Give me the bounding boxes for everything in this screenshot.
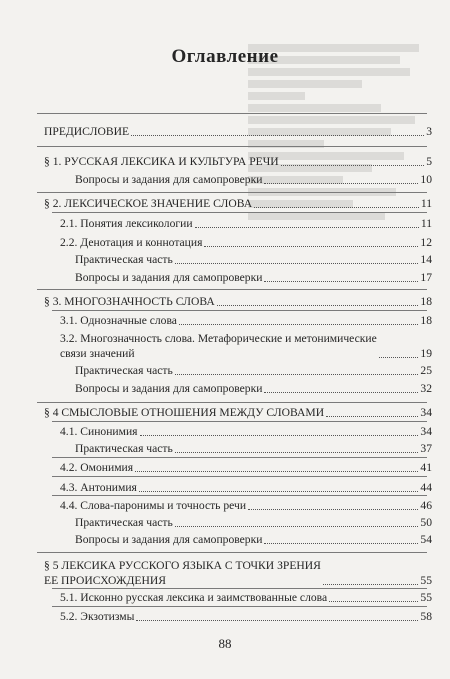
leader-dots [248,509,418,510]
toc-entry-2-1[interactable] [60,216,432,231]
leader-dots [281,165,425,166]
section-divider [37,146,427,147]
leader-dots [136,620,418,621]
toc-entry-practice[interactable] [75,363,432,378]
toc-entry-title: 4.3. Антонимия [60,481,137,494]
leader-dots [329,601,418,602]
toc-entry-practice[interactable] [75,252,432,267]
subsection-divider [52,310,427,311]
toc-entry-page: 19 [420,347,432,360]
toc-entry-page: 5 [426,155,432,168]
toc-entry-page: 46 [420,499,432,512]
leader-dots [175,263,419,264]
toc-entry-section-2[interactable] [44,196,432,211]
section-divider [37,552,427,553]
leader-dots [254,207,419,208]
toc-entry-title: Вопросы и задания для самопроверки [75,533,263,546]
toc-entry-page: 18 [420,314,432,327]
section-divider [37,192,427,193]
leader-dots [175,374,419,375]
toc-entry-4-2[interactable] [60,460,432,475]
leader-dots [217,305,419,306]
toc-entry-4-4[interactable] [60,498,432,513]
toc-entry-title-line2: ЕЕ ПРОИСХОЖДЕНИЯ [44,574,166,587]
toc-entry-4-1[interactable] [60,424,432,439]
toc-entry-title: § 4 СМЫСЛОВЫЕ ОТНОШЕНИЯ МЕЖДУ СЛОВАМИ [44,406,325,419]
leader-dots [140,435,419,436]
toc-entry-title: § 3. МНОГОЗНАЧНОСТЬ СЛОВА [44,295,215,308]
toc-entry-2-2[interactable] [60,235,432,250]
toc-entry-section-5[interactable] [44,558,432,588]
toc-entry-title-line2: связи значений [60,347,135,360]
leader-dots [264,543,418,544]
toc-entry-selfcheck[interactable] [75,532,432,547]
toc-entry-section-3[interactable] [44,294,432,309]
toc-entry-page: 54 [420,533,432,546]
toc-entry-3-2[interactable] [60,331,432,361]
toc-entry-title: Практическая часть [75,516,173,529]
toc-entry-page: 10 [420,173,432,186]
toc-entry-title-line1: 3.2. Многозначность слова. Метафорические и метонимические [60,332,377,345]
page-title: Оглавление [171,46,279,67]
subsection-divider [52,212,427,213]
toc-entry-title: 2.2. Денотация и коннотация [60,236,203,249]
leader-dots [264,392,418,393]
toc-entry-title: Вопросы и задания для самопроверки [75,271,263,284]
leader-dots [204,246,418,247]
toc-entry-section-4[interactable] [44,405,432,420]
toc-entry-title: 5.1. Исконно русская лексика и заимствованные слова [60,591,328,604]
leader-dots [139,491,419,492]
leader-dots [323,584,419,585]
toc-entry-practice[interactable] [75,515,432,530]
toc-entry-title: ПРЕДИСЛОВИЕ [44,125,130,138]
toc-entry-selfcheck[interactable] [75,381,432,396]
toc-entry-page: 25 [420,364,432,377]
toc-entry-practice[interactable] [75,441,432,456]
toc-entry-title: Вопросы и задания для самопроверки [75,382,263,395]
toc-entry-title: 4.4. Слова-паронимы и точность речи [60,499,247,512]
toc-entry-page: 34 [420,425,432,438]
leader-dots [195,227,419,228]
section-divider [37,113,427,114]
toc-entry-5-2[interactable] [60,609,432,624]
toc-entry-page: 41 [420,461,432,474]
toc-entry-page: 55 [420,574,432,587]
toc-entry-5-1[interactable] [60,590,432,605]
toc-entry-page: 11 [420,217,432,230]
toc-entry-title: Практическая часть [75,364,173,377]
subsection-divider [52,495,427,496]
toc-entry-section-1[interactable] [44,154,432,169]
toc-entry-page: 17 [420,271,432,284]
toc-entry-page: 55 [420,591,432,604]
toc-entry-title: 5.2. Экзотизмы [60,610,135,623]
toc-entry-title-line1: § 5 ЛЕКСИКА РУССКОГО ЯЗЫКА С ТОЧКИ ЗРЕНИЯ [44,559,321,572]
toc-entry-page: 58 [420,610,432,623]
toc-entry-page: 14 [420,253,432,266]
toc-entry-selfcheck[interactable] [75,270,432,285]
toc-entry-page: 44 [420,481,432,494]
toc-entry-page: 18 [420,295,432,308]
section-divider [37,402,427,403]
toc-entry-page: 50 [420,516,432,529]
toc-entry-title: Практическая часть [75,442,173,455]
leader-dots [379,357,419,358]
leader-dots [175,452,419,453]
page-number: 88 [218,636,232,651]
toc-entry-page: 32 [420,382,432,395]
toc-entry-title: Практическая часть [75,253,173,266]
toc-entry-title: 4.1. Синонимия [60,425,138,438]
toc-entry-3-1[interactable] [60,313,432,328]
subsection-divider [52,476,427,477]
toc-entry-title: § 2. ЛЕКСИЧЕСКОЕ ЗНАЧЕНИЕ СЛОВА [44,197,253,210]
toc-entry-title: 2.1. Понятия лексикологии [60,217,193,230]
toc-entry-4-3[interactable] [60,480,432,495]
toc-entry-page: 37 [420,442,432,455]
section-divider [37,289,427,290]
leader-dots [135,471,418,472]
leader-dots [264,281,418,282]
subsection-divider [52,588,427,589]
toc-entry-title: 4.2. Омонимия [60,461,134,474]
toc-entry-page: 12 [420,236,432,249]
toc-entry-title: § 1. РУССКАЯ ЛЕКСИКА И КУЛЬТУРА РЕЧИ [44,155,279,168]
toc-entry-selfcheck[interactable] [75,172,432,187]
toc-entry-title: 3.1. Однозначные слова [60,314,177,327]
subsection-divider [52,606,427,607]
toc-entry-page: 3 [426,125,432,138]
subsection-divider [52,421,427,422]
leader-dots [179,324,418,325]
leader-dots [175,526,419,527]
toc-entry-page: 34 [420,406,432,419]
leader-dots [264,183,418,184]
leader-dots [326,416,418,417]
toc-entry-title: Вопросы и задания для самопроверки [75,173,263,186]
leader-dots [131,135,424,136]
toc-entry-page: 11 [420,197,432,210]
subsection-divider [52,457,427,458]
toc-entry-preface[interactable] [44,124,432,139]
